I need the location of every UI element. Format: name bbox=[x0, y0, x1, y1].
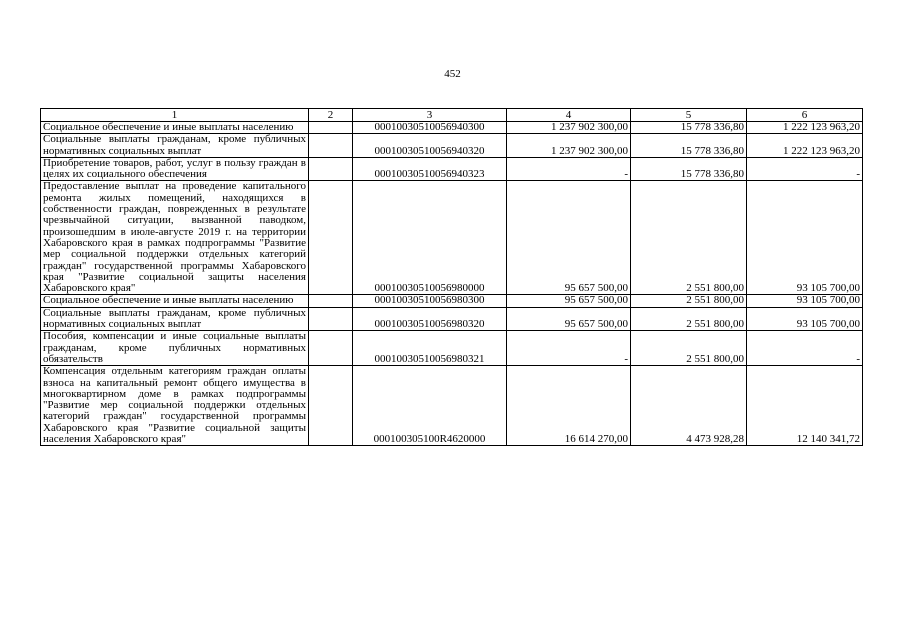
row-value-4: 1 237 902 300,00 bbox=[507, 122, 631, 134]
row-code: 00010030510056980000 bbox=[353, 181, 507, 295]
row-name: Социальные выплаты гражданам, кроме публичных нормативных социальных выплат bbox=[41, 134, 309, 158]
row-value-4: 16 614 270,00 bbox=[507, 366, 631, 446]
table-row bbox=[41, 157, 863, 181]
row-code: 00010030510056980300 bbox=[353, 295, 507, 307]
table-body bbox=[41, 122, 863, 446]
table-row bbox=[41, 181, 863, 295]
row-value-6: 1 222 123 963,20 bbox=[747, 134, 863, 158]
row-code: 00010030510056980320 bbox=[353, 307, 507, 331]
row-name: Предоставление выплат на проведение капитального ремонта жилых помещений, находящихся в собственности граждан, поврежденных в результате чрезвычайной ситуации, вызванной паводком, произошедшим в июле-августе 2019 г. на территории Хабаровского края в рамках подпрограммы "Развитие мер социальной поддержки отдельных категорий граждан" государственной программы Хабаровского края "Развитие социальной защиты населения Хабаровского края" bbox=[41, 181, 309, 295]
row-value-5: 2 551 800,00 bbox=[631, 307, 747, 331]
row-value-6: - bbox=[747, 331, 863, 366]
column-header-1: 1 bbox=[41, 109, 309, 122]
column-header-2: 2 bbox=[309, 109, 353, 122]
row-value-4: 1 237 902 300,00 bbox=[507, 134, 631, 158]
row-value-5: 15 778 336,80 bbox=[631, 122, 747, 134]
row-value-6: 12 140 341,72 bbox=[747, 366, 863, 446]
page-number: 452 bbox=[444, 68, 461, 80]
row-code: 000100305100R4620000 bbox=[353, 366, 507, 446]
row-code: 00010030510056940320 bbox=[353, 134, 507, 158]
row-name: Компенсация отдельным категориям граждан оплаты взноса на капитальный ремонт общего имущества в многоквартирном доме в рамках подпрограммы "Развитие мер социальной поддержки отдельных категорий граждан" государственной программы Хабаровского края "Развитие социальной защиты населения Хабаровского края" bbox=[41, 366, 309, 446]
budget-table bbox=[40, 108, 863, 446]
row-col2 bbox=[309, 366, 353, 446]
row-value-5: 2 551 800,00 bbox=[631, 181, 747, 295]
row-value-4: 95 657 500,00 bbox=[507, 295, 631, 307]
row-name: Приобретение товаров, работ, услуг в пользу граждан в целях их социального обеспечения bbox=[41, 157, 309, 181]
row-col2 bbox=[309, 134, 353, 158]
row-value-5: 2 551 800,00 bbox=[631, 331, 747, 366]
table-row bbox=[41, 295, 863, 307]
row-col2 bbox=[309, 331, 353, 366]
row-value-5: 15 778 336,80 bbox=[631, 157, 747, 181]
row-code: 00010030510056940300 bbox=[353, 122, 507, 134]
row-col2 bbox=[309, 295, 353, 307]
row-value-5: 15 778 336,80 bbox=[631, 134, 747, 158]
row-value-6: 93 105 700,00 bbox=[747, 307, 863, 331]
row-value-4: 95 657 500,00 bbox=[507, 181, 631, 295]
column-header-6: 6 bbox=[747, 109, 863, 122]
column-header-5: 5 bbox=[631, 109, 747, 122]
row-value-4: - bbox=[507, 157, 631, 181]
row-value-6: 1 222 123 963,20 bbox=[747, 122, 863, 134]
row-name: Социальные выплаты гражданам, кроме публичных нормативных социальных выплат bbox=[41, 307, 309, 331]
row-value-6: 93 105 700,00 bbox=[747, 295, 863, 307]
table-row bbox=[41, 307, 863, 331]
row-code: 00010030510056980321 bbox=[353, 331, 507, 366]
row-value-6: - bbox=[747, 157, 863, 181]
row-name: Социальное обеспечение и иные выплаты населению bbox=[41, 122, 309, 134]
column-header-3: 3 bbox=[353, 109, 507, 122]
row-value-5: 4 473 928,28 bbox=[631, 366, 747, 446]
table-row bbox=[41, 134, 863, 158]
row-name: Пособия, компенсации и иные социальные выплаты гражданам, кроме публичных нормативных обязательств bbox=[41, 331, 309, 366]
row-col2 bbox=[309, 181, 353, 295]
row-col2 bbox=[309, 307, 353, 331]
row-col2 bbox=[309, 157, 353, 181]
table-row bbox=[41, 331, 863, 366]
row-col2 bbox=[309, 122, 353, 134]
header-row bbox=[41, 109, 863, 122]
table-row bbox=[41, 366, 863, 446]
row-value-4: 95 657 500,00 bbox=[507, 307, 631, 331]
table-header bbox=[41, 109, 863, 122]
row-value-4: - bbox=[507, 331, 631, 366]
column-header-4: 4 bbox=[507, 109, 631, 122]
row-value-5: 2 551 800,00 bbox=[631, 295, 747, 307]
row-value-6: 93 105 700,00 bbox=[747, 181, 863, 295]
row-code: 00010030510056940323 bbox=[353, 157, 507, 181]
table-row bbox=[41, 122, 863, 134]
row-name: Социальное обеспечение и иные выплаты населению bbox=[41, 295, 309, 307]
